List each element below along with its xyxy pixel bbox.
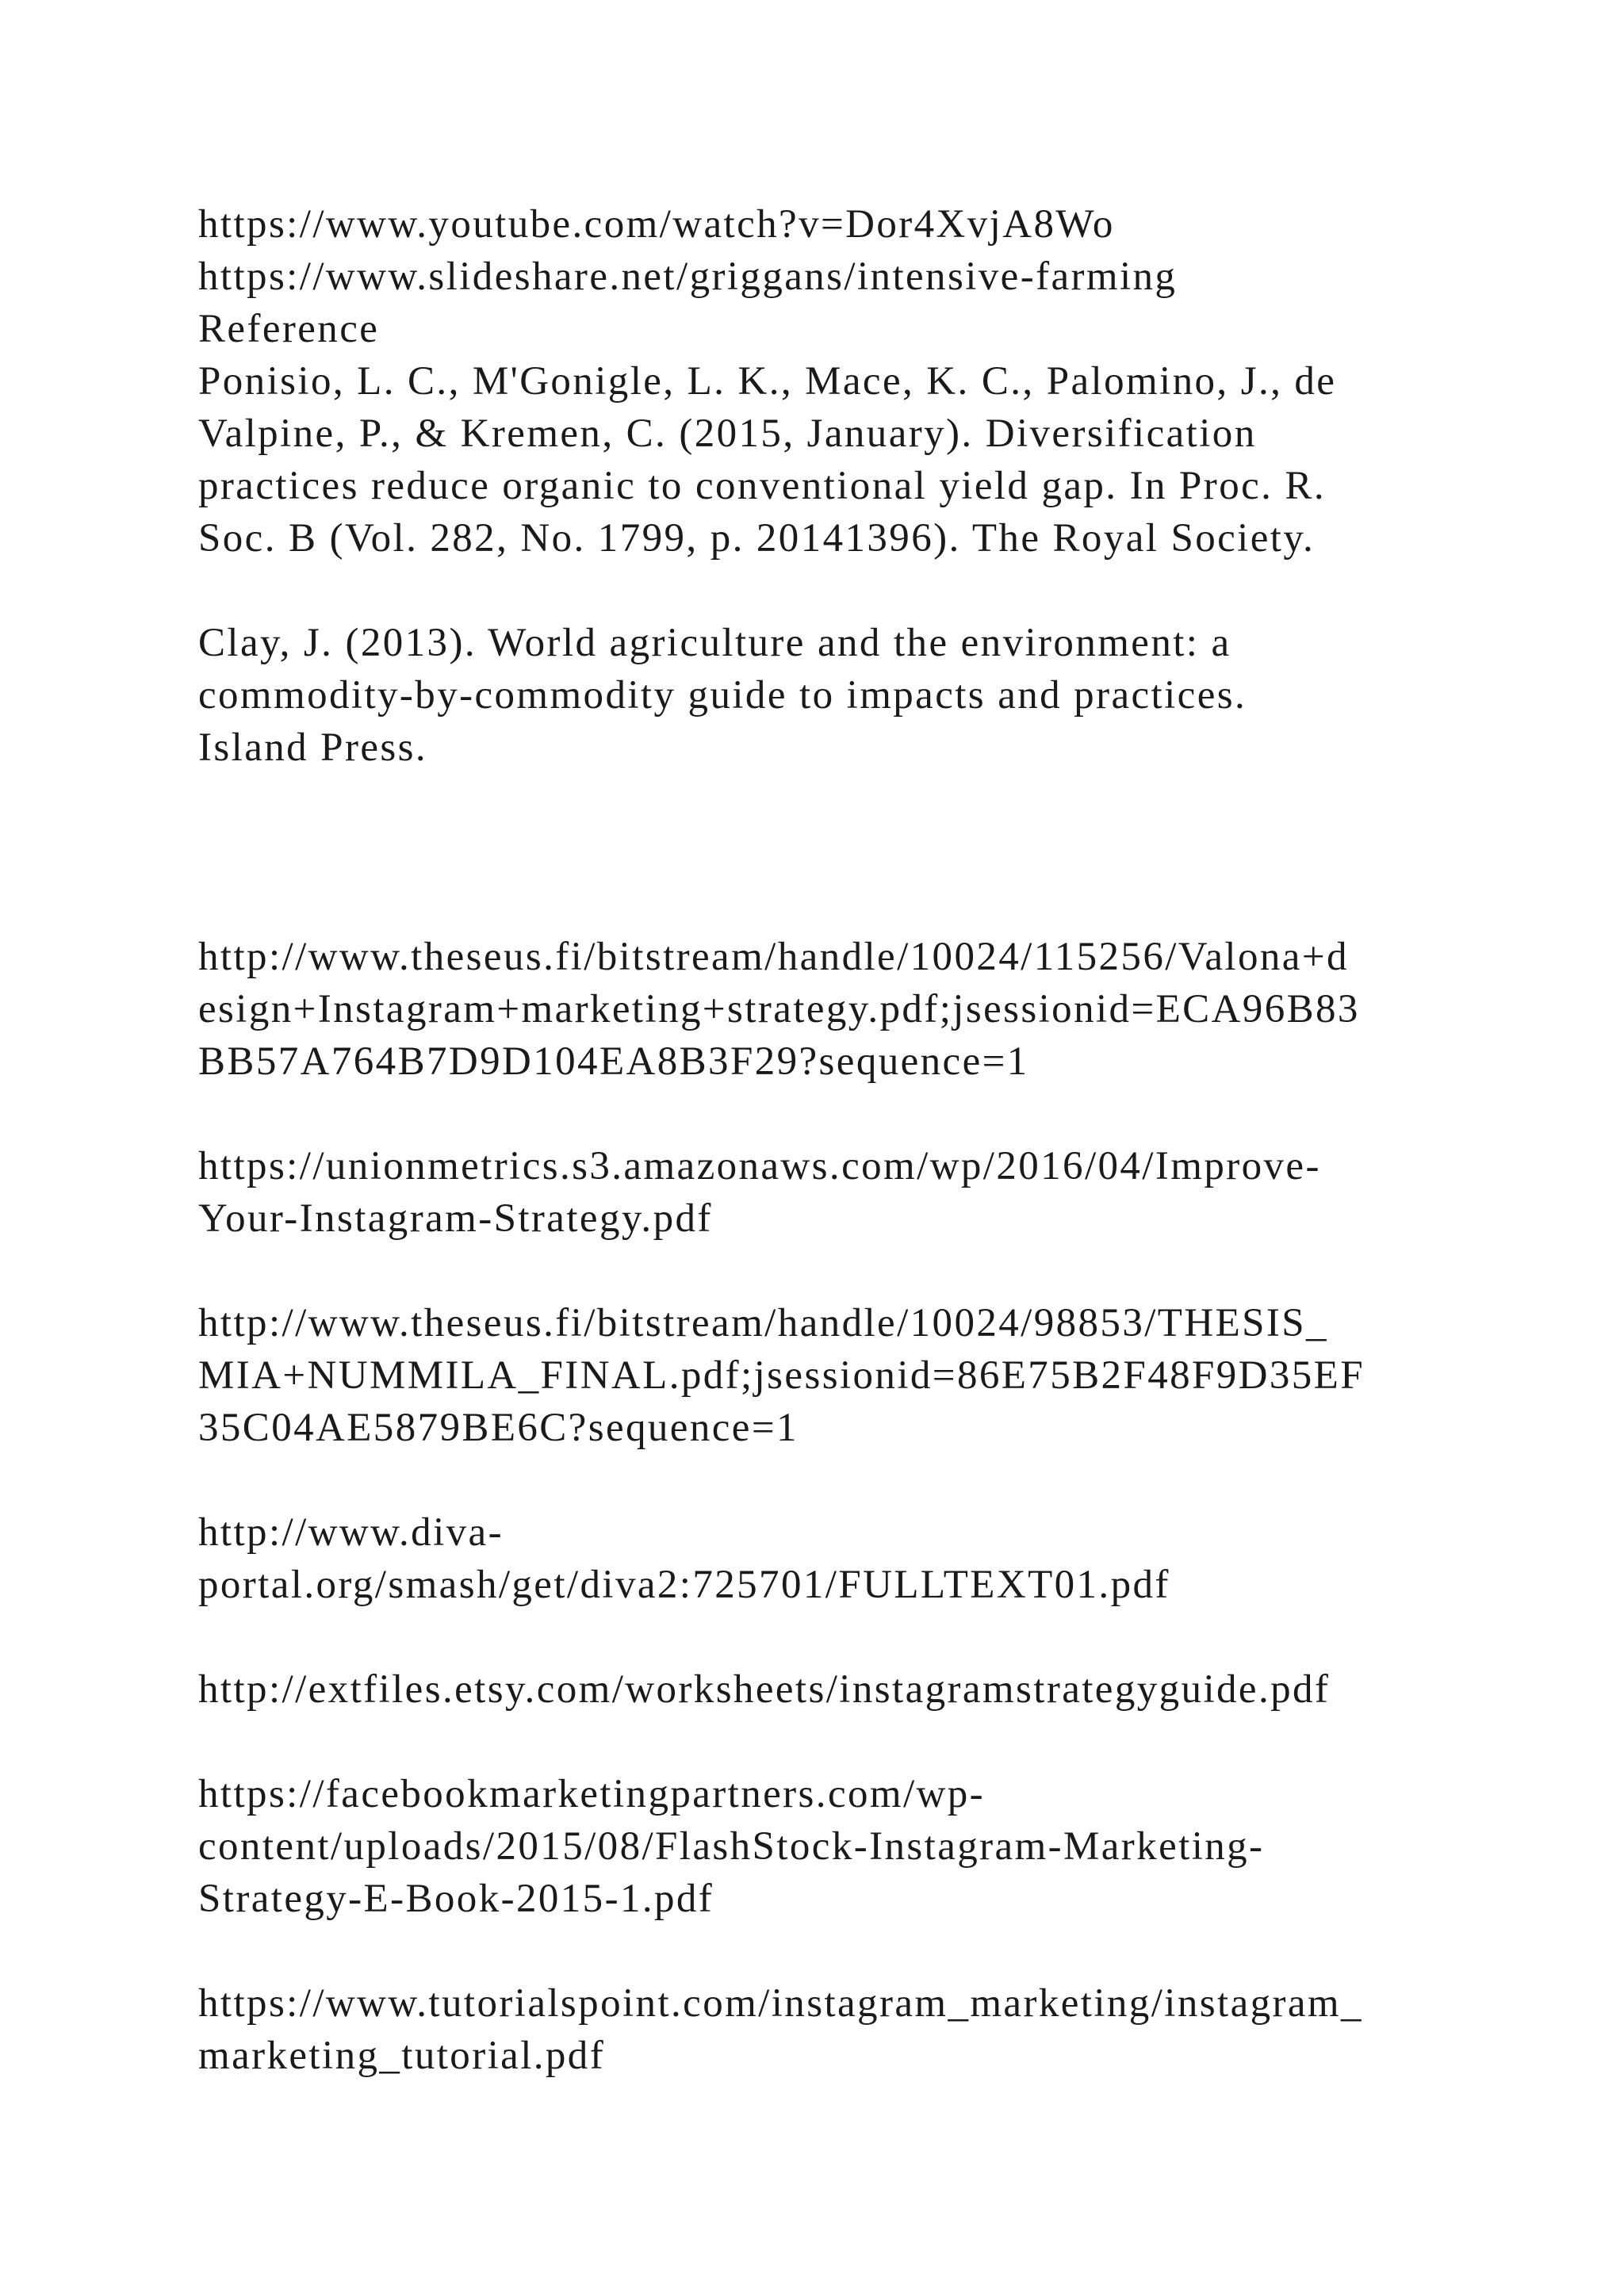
unionmetrics-link[interactable] <box>198 1140 1499 1245</box>
theseus-valona-link[interactable] <box>198 931 1499 1088</box>
facebook-marketing-link-line-3[interactable]: Strategy-E-Book-2015-1.pdf <box>198 1877 714 1921</box>
facebook-marketing-link-line-2[interactable]: content/uploads/2015/08/FlashStock-Instagram-Marketing- <box>198 1824 1265 1869</box>
etsy-link[interactable] <box>198 1663 1499 1716</box>
ponisio-citation-line-4: Soc. B (Vol. 282, No. 1799, p. 20141396). The Royal Society. <box>198 516 1316 561</box>
theseus-nummila-link-line-2[interactable]: MIA+NUMMILA_FINAL.pdf;jsessionid=86E75B2F48F9D35EF <box>198 1353 1365 1398</box>
ponisio-citation-line-2: Valpine, P., & Kremen, C. (2015, January). Diversification <box>198 411 1257 456</box>
links-and-reference-block <box>198 198 1499 564</box>
tutorialspoint-link[interactable] <box>198 1977 1499 2082</box>
theseus-valona-link-line-2[interactable]: esign+Instagram+marketing+strategy.pdf;jsessionid=ECA96B83 <box>198 987 1360 1031</box>
clay-citation-line-2: commodity-by-commodity guide to impacts and practices. <box>198 673 1247 718</box>
unionmetrics-link-line-2[interactable]: Your-Instagram-Strategy.pdf <box>198 1196 713 1241</box>
tutorialspoint-link-line-2[interactable]: marketing_tutorial.pdf <box>198 2034 606 2078</box>
facebook-marketing-link-line-1[interactable]: https://facebookmarketingpartners.com/wp- <box>198 1772 986 1816</box>
tutorialspoint-link-line-1[interactable]: https://www.tutorialspoint.com/instagram_marketing/instagram_ <box>198 1981 1363 2026</box>
diva-portal-link-line-1[interactable]: http://www.diva- <box>198 1510 504 1555</box>
slideshare-link[interactable]: https://www.slideshare.net/griggans/intensive-farming <box>198 254 1178 299</box>
clay-citation <box>198 617 1499 774</box>
diva-portal-link-line-2[interactable]: portal.org/smash/get/diva2:725701/FULLTEXT01.pdf <box>198 1563 1170 1607</box>
clay-citation-line-1: Clay, J. (2013). World agriculture and the environment: a <box>198 621 1231 665</box>
theseus-valona-link-line-3[interactable]: BB57A764B7D9D104EA8B3F29?sequence=1 <box>198 1039 1029 1084</box>
etsy-link-line-1[interactable]: http://extfiles.etsy.com/worksheets/instagramstrategyguide.pdf <box>198 1667 1331 1712</box>
theseus-valona-link-line-1[interactable]: http://www.theseus.fi/bitstream/handle/10024/115256/Valona+d <box>198 935 1349 979</box>
reference-heading: Reference <box>198 307 380 351</box>
unionmetrics-link-line-1[interactable]: https://unionmetrics.s3.amazonaws.com/wp/2016/04/Improve- <box>198 1144 1321 1188</box>
youtube-link[interactable]: https://www.youtube.com/watch?v=Dor4XvjA8Wo <box>198 202 1115 247</box>
clay-citation-line-3: Island Press. <box>198 725 428 770</box>
facebook-marketing-link[interactable] <box>198 1768 1499 1925</box>
diva-portal-link[interactable] <box>198 1506 1499 1611</box>
theseus-nummila-link-line-3[interactable]: 35C04AE5879BE6C?sequence=1 <box>198 1406 799 1450</box>
theseus-nummila-link-line-1[interactable]: http://www.theseus.fi/bitstream/handle/10024/98853/THESIS_ <box>198 1301 1328 1345</box>
theseus-nummila-link[interactable] <box>198 1297 1499 1454</box>
ponisio-citation-line-1: Ponisio, L. C., M'Gonigle, L. K., Mace, K. C., Palomino, J., de <box>198 359 1337 404</box>
ponisio-citation-line-3: practices reduce organic to conventional yield gap. In Proc. R. <box>198 464 1326 508</box>
